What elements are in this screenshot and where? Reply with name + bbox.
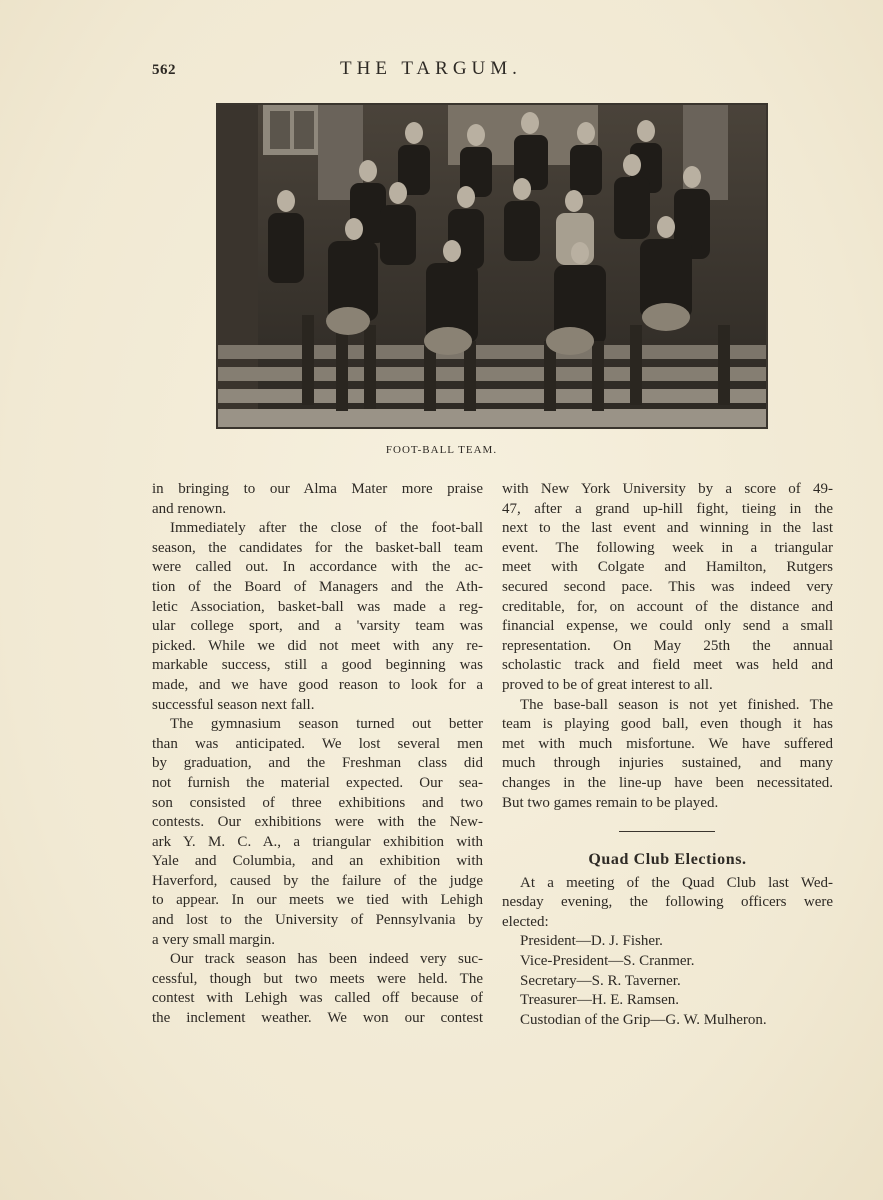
text-line: Our track season has been indeed very suc- — [170, 951, 483, 968]
team-photo-image — [218, 105, 766, 427]
text-line: ular college sport, and a 'varsity team was — [152, 618, 483, 635]
text-line: tion of the Board of Managers and the Ath- — [152, 578, 483, 595]
left-column — [152, 480, 483, 1029]
page-number: 562 — [152, 62, 176, 78]
text-line: Immediately after the close of the foot-ball — [170, 520, 483, 537]
officer-entry: Secretary—S. R. Taverner. — [520, 972, 681, 989]
text-line: by graduation, and the Freshman class did — [152, 755, 483, 772]
officer-list — [502, 932, 833, 1030]
text-line: season, the candidates for the basket-ball team — [152, 539, 483, 556]
text-line: letic Association, basket-ball was made a reg- — [152, 598, 483, 615]
text-line: team is playing good ball, even though it has — [502, 716, 833, 733]
text-line: successful season next fall. — [152, 696, 315, 713]
section-heading: Quad Club Elections. — [588, 851, 747, 869]
paragraph-right-2 — [502, 696, 833, 814]
right-column — [502, 480, 833, 1030]
officer-entry: President—D. J. Fisher. — [520, 933, 663, 950]
text-line: creditable, for, on account of the distance and — [502, 598, 833, 615]
text-line: The base-ball season is not yet finished. The — [520, 696, 833, 713]
text-line: elected: — [502, 913, 549, 930]
text-line: changes in the line-up have been necessitated. — [502, 774, 833, 791]
text-line: markable success, still a good beginning was — [152, 657, 483, 674]
text-line: But two games remain to be played. — [502, 794, 719, 811]
text-line: and lost to the University of Pennsylvania by — [152, 912, 483, 929]
text-line: not furnish the material expected. Our sea- — [152, 774, 483, 791]
officer-entry: Custodian of the Grip—G. W. Mulheron. — [520, 1011, 767, 1028]
text-line: to appear. In our meets we tied with Lehigh — [152, 892, 483, 909]
section-divider — [619, 831, 715, 832]
text-line: meet with Colgate and Hamilton, Rutgers — [502, 559, 833, 576]
text-line: were called out. In accordance with the ac- — [152, 559, 483, 576]
text-line: met with much misfortune. We have suffered — [502, 735, 833, 752]
text-line: The gymnasium season turned out better — [170, 716, 483, 733]
text-line: with New York University by a score of 49- — [502, 481, 833, 497]
paragraph-right-3 — [502, 874, 833, 933]
team-photograph — [216, 103, 768, 429]
text-line: financial expense, we could only send a small — [502, 618, 833, 635]
text-line: in bringing to our Alma Mater more praise — [152, 481, 483, 497]
paragraph-left-2 — [152, 519, 483, 715]
text-line: event. The following week in a triangular — [502, 539, 833, 556]
text-line: representation. On May 25th the annual — [502, 637, 833, 654]
paragraph-left-4 — [152, 950, 483, 1028]
text-line: and renown. — [152, 500, 227, 517]
text-line: Yale and Columbia, and an exhibition with — [152, 853, 483, 870]
text-line: scholastic track and field meet was held and — [502, 657, 833, 674]
text-line: made, and we have good reason to look for a — [152, 676, 483, 693]
text-line: nesday evening, the following officers were — [502, 894, 833, 911]
paragraph-left-1 — [152, 480, 483, 519]
text-line: proved to be of great interest to all. — [502, 676, 713, 693]
text-line: a very small margin. — [152, 931, 276, 948]
running-title: THE TARGUM. — [340, 58, 522, 79]
text-line: picked. While we did not meet with any re- — [152, 637, 483, 654]
text-line: At a meeting of the Quad Club last Wed- — [520, 874, 833, 891]
text-line: 47, after a grand up-hill fight, tieing in the — [502, 500, 833, 517]
text-line: son consisted of three exhibitions and two — [152, 794, 483, 811]
paragraph-right-1 — [502, 480, 833, 696]
text-line: contest with Lehigh was called off because of — [152, 990, 483, 1007]
text-line: secured second pace. This was indeed very — [502, 578, 833, 595]
text-line: contests. Our exhibitions were with the New- — [152, 814, 483, 831]
text-line: Haverford, caused by the failure of the judge — [152, 872, 483, 889]
officer-entry: Vice-President—S. Cranmer. — [520, 953, 695, 970]
text-line: the inclement weather. We won our contest — [152, 1010, 483, 1027]
text-line: much through injuries sustained, and many — [502, 755, 833, 772]
officer-entry: Treasurer—H. E. Ramsen. — [520, 992, 680, 1009]
text-line: next to the last event and winning in the last — [502, 520, 833, 537]
photo-caption: FOOT-BALL TEAM. — [385, 444, 498, 456]
text-line: ark Y. M. C. A., a triangular exhibition with — [152, 833, 483, 850]
text-line: cessful, though but two meets were held. The — [152, 970, 483, 987]
paragraph-left-3 — [152, 715, 483, 950]
text-line: than was anticipated. We lost several men — [152, 735, 483, 752]
